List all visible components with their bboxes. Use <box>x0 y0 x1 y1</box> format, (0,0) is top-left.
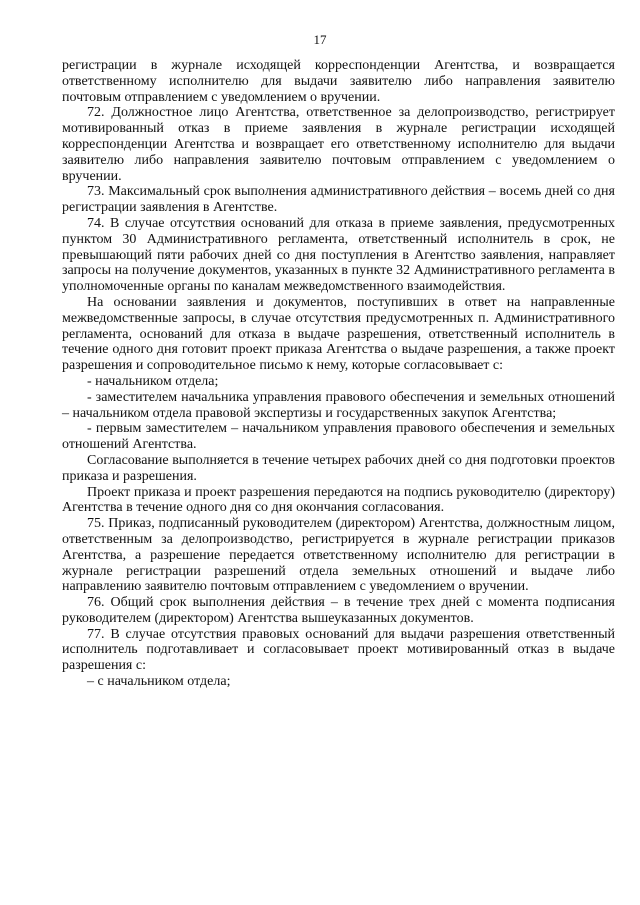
paragraph-continuation: регистрации в журнале исходящей корреспонденции Агентства, и возвращается ответственному исполнителю для выдачи заявителю либо направления заявителю почтовым отправлением с уведомлением о вручении. <box>62 58 615 105</box>
list-item-department-head-2: – с начальником отдела; <box>87 674 231 690</box>
paragraph-basis: На основании заявления и документов, поступивших в ответ на направленные межведомственные запросы, в случае отсутствия предусмотренных п. Административного регламента, оснований для отказа в выдаче разрешения, ответственный исполнитель в течение одного дня готовит проект приказа Агентства о выдаче разрешения, а также проект разрешения и сопроводительное письмо к нему, которые согласовывает с: <box>62 294 615 374</box>
paragraph-73: 73. Максимальный срок выполнения административного действия – восемь дней со дня регистрации заявления в Агентстве. <box>62 184 615 216</box>
document-body <box>62 58 615 690</box>
paragraph-77: 77. В случае отсутствия правовых оснований для выдачи разрешения ответственный исполнитель подготавливает и согласовывает проект мотивированный отказ в выдаче разрешения с: <box>62 626 615 674</box>
paragraph-signature-transfer: Проект приказа и проект разрешения передаются на подпись руководителю (директору) Агентства в течение одного дня со дня окончания согласования. <box>62 484 615 516</box>
paragraph-72: 72. Должностное лицо Агентства, ответственное за делопроизводство, регистрирует мотивированный отказ в приеме заявления в журнале регистрации исходящей корреспонденции Агентства и возвращает его ответственному исполнителю для выдачи заявителю либо направления заявителю почтовым отправлением с уведомлением о вручении. <box>62 105 615 184</box>
paragraph-approval-term: Согласование выполняется в течение четырех рабочих дней со дня подготовки проектов приказа и разрешения. <box>62 452 615 484</box>
paragraph-76: 76. Общий срок выполнения действия – в течение трех дней с момента подписания руководителем (директором) Агентства вышеуказанных документов. <box>62 595 615 626</box>
paragraph-75: 75. Приказ, подписанный руководителем (директором) Агентства, должностным лицом, ответственным за делопроизводство, регистрируется в журнале регистрации приказов Агентства, а разрешение передается ответственному исполнителю для регистрации в журнале регистрации разрешений отдела земельных отношений и выдаче либо направлению заявителю почтовым отправлением с уведомлением о вручении. <box>62 516 615 595</box>
page-number: 17 <box>313 32 327 47</box>
paragraph-74: 74. В случае отсутствия оснований для отказа в приеме заявления, предусмотренных пунктом 30 Административного регламента, ответственный исполнитель в срок, не превышающий пяти рабочих дней со дня поступления в Агентство заявления, направляет запросы на получение документов, указанных в пункте 32 Административного регламента в уполномоченные органы по каналам межведомственного взаимодействия. <box>62 215 615 295</box>
list-item-department-head: - начальником отдела; <box>87 373 219 389</box>
list-item-first-deputy: - первым заместителем – начальником управления правового обеспечения и земельных отношений Агентства. <box>62 421 615 453</box>
list-item-deputy-head: - заместителем начальника управления правового обеспечения и земельных отношений – начальником отдела правовой экспертизы и государственных закупок Агентства; <box>62 389 615 421</box>
